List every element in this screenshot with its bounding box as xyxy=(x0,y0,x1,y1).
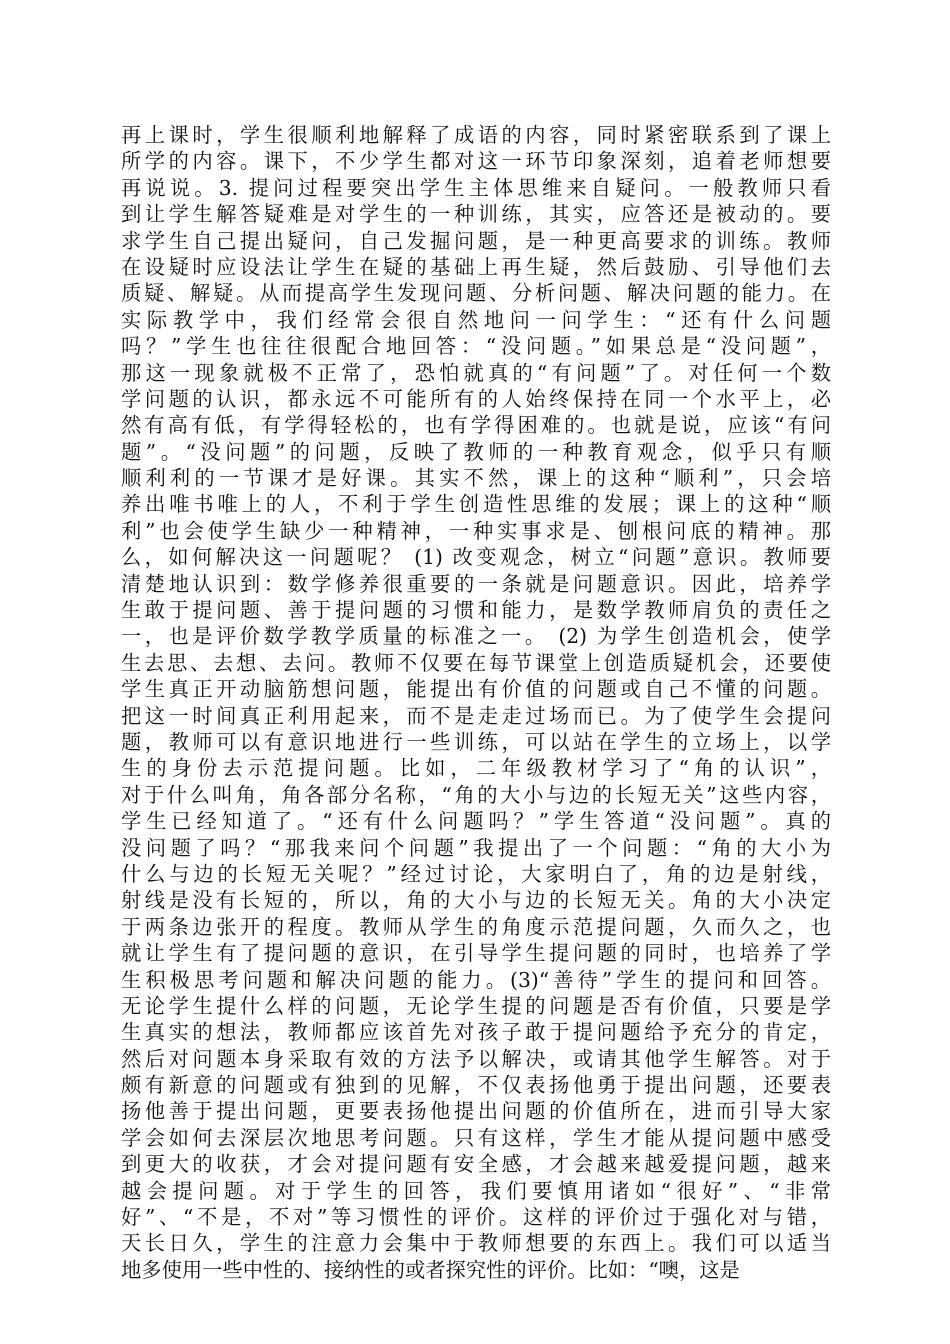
text-line: 题，教师可以有意识地进行一些训练，可以站在学生的立场上，以学 xyxy=(121,729,831,754)
text-line: 题”。“没问题”的问题，反映了教师的一种教育观念，似乎只有顺 xyxy=(121,439,831,464)
text-line: 生真实的想法，教师都应该首先对孩子敢于提问题给予充分的肯定， xyxy=(121,1020,831,1045)
text-line: 颇有新意的问题或有独到的见解，不仅表扬他勇于提出问题，还要表 xyxy=(121,1073,831,1098)
text-line: 越会提问题。对于学生的回答，我们要慎用诸如“很好”、“非常 xyxy=(121,1178,831,1203)
text-line: 天长日久，学生的注意力会集中于教师想要的东西上。我们可以适当 xyxy=(121,1231,831,1256)
text-line: 再说说。3. 提问过程要突出学生主体思维来自疑问。一般教师只看 xyxy=(121,175,831,200)
text-line: 无论学生提什么样的问题，无论学生提的问题是否有价值，只要是学 xyxy=(121,993,831,1018)
text-line: 然后对问题本身采取有效的方法予以解决，或请其他学生解答。对于 xyxy=(121,1046,831,1071)
text-line: 生的身份去示范提问题。比如，二年级教材学习了“角的认识”， xyxy=(121,756,831,781)
text-line: 在设疑时应设法让学生在疑的基础上再生疑，然后鼓励、引导他们去 xyxy=(121,254,831,279)
text-line: 好”、“不是，不对”等习惯性的评价。这样的评价过于强化对与错， xyxy=(121,1205,831,1230)
text-line: 实际教学中，我们经常会很自然地问一问学生：“还有什么问题 xyxy=(121,307,831,332)
text-line: 生积极思考问题和解决问题的能力。(3)“善待”学生的提问和回答。 xyxy=(121,967,831,992)
text-line: 地多使用一些中性的、接纳性的或者探究性的评价。比如：“噢，这是 xyxy=(121,1257,740,1282)
text-line: 养出唯书唯上的人，不利于学生创造性思维的发展；课上的这种“顺 xyxy=(121,492,831,517)
text-line: 到让学生解答疑难是对学生的一种训练，其实，应答还是被动的。要 xyxy=(121,202,831,227)
text-line: 扬他善于提出问题，更要表扬他提出问题的价值所在，进而引导大家 xyxy=(121,1099,831,1124)
text-line: 然有高有低，有学得轻松的，也有学得困难的。也就是说，应该“有问 xyxy=(121,413,831,438)
text-line: 所学的内容。课下，不少学生都对这一环节印象深刻，追着老师想要 xyxy=(121,149,831,174)
text-line: 求学生自己提出疑问，自己发掘问题，是一种更高要求的训练。教师 xyxy=(121,228,831,253)
text-line: 射线是没有长短的，所以，角的大小与边的长短无关。角的大小决定 xyxy=(121,888,831,913)
text-line: 到更大的收获，才会对提问题有安全感，才会越来越爱提问题，越来 xyxy=(121,1152,831,1177)
text-line: 生敢于提问题、善于提问题的习惯和能力，是数学教师肩负的责任之 xyxy=(121,598,831,623)
text-line: 就让学生有了提问题的意识，在引导学生提问题的同时，也培养了学 xyxy=(121,941,831,966)
text-line: 对于什么叫角，角各部分名称，“角的大小与边的长短无关”这些内容， xyxy=(121,782,831,807)
text-line: 那这一现象就极不正常了，恐怕就真的“有问题”了。对任何一个数 xyxy=(121,360,831,385)
text-line: 生去思、去想、去问。教师不仅要在每节课堂上创造质疑机会，还要使 xyxy=(121,650,831,675)
text-line: 利”也会使学生缺少一种精神，一种实事求是、刨根问底的精神。那 xyxy=(121,518,831,543)
text-line: 清楚地认识到：数学修养很重要的一条就是问题意识。因此，培养学 xyxy=(121,571,831,596)
text-line: 顺利利的一节课才是好课。其实不然，课上的这种“顺利”，只会培 xyxy=(121,466,831,491)
text-line: 学生已经知道了。“还有什么问题吗？”学生答道“没问题”。真的 xyxy=(121,809,831,834)
text-line: 学会如何去深层次地思考问题。只有这样，学生才能从提问题中感受 xyxy=(121,1125,831,1150)
text-line: 质疑、解疑。从而提高学生发现问题、分析问题、解决问题的能力。在 xyxy=(121,281,831,306)
text-line: 于两条边张开的程度。教师从学生的角度示范提问题，久而久之，也 xyxy=(121,914,831,939)
text-line: 一，也是评价数学教学质量的标准之一。 (2) 为学生创造机会，使学 xyxy=(121,624,831,649)
text-line: 吗？”学生也往往很配合地回答：“没问题。”如果总是“没问题”， xyxy=(121,334,831,359)
text-line: 学问题的认识，都永远不可能所有的人始终保持在同一个水平上，必 xyxy=(121,386,831,411)
text-line: 什么与边的长短无关呢？”经过讨论，大家明白了，角的边是射线， xyxy=(121,861,831,886)
body-text xyxy=(121,122,831,1283)
text-line: 把这一时间真正利用起来，而不是走走过场而已。为了使学生会提问 xyxy=(121,703,831,728)
text-line: 再上课时，学生很顺利地解释了成语的内容，同时紧密联系到了课上 xyxy=(121,123,831,147)
text-line: 么，如何解决这一问题呢？ (1) 改变观念，树立“问题”意识。教师要 xyxy=(121,545,831,570)
text-line: 学生真正开动脑筋想问题，能提出有价值的问题或自己不懂的问题。 xyxy=(121,677,831,702)
text-line: 没问题了吗？“那我来问个问题”我提出了一个问题：“角的大小为 xyxy=(121,835,831,860)
